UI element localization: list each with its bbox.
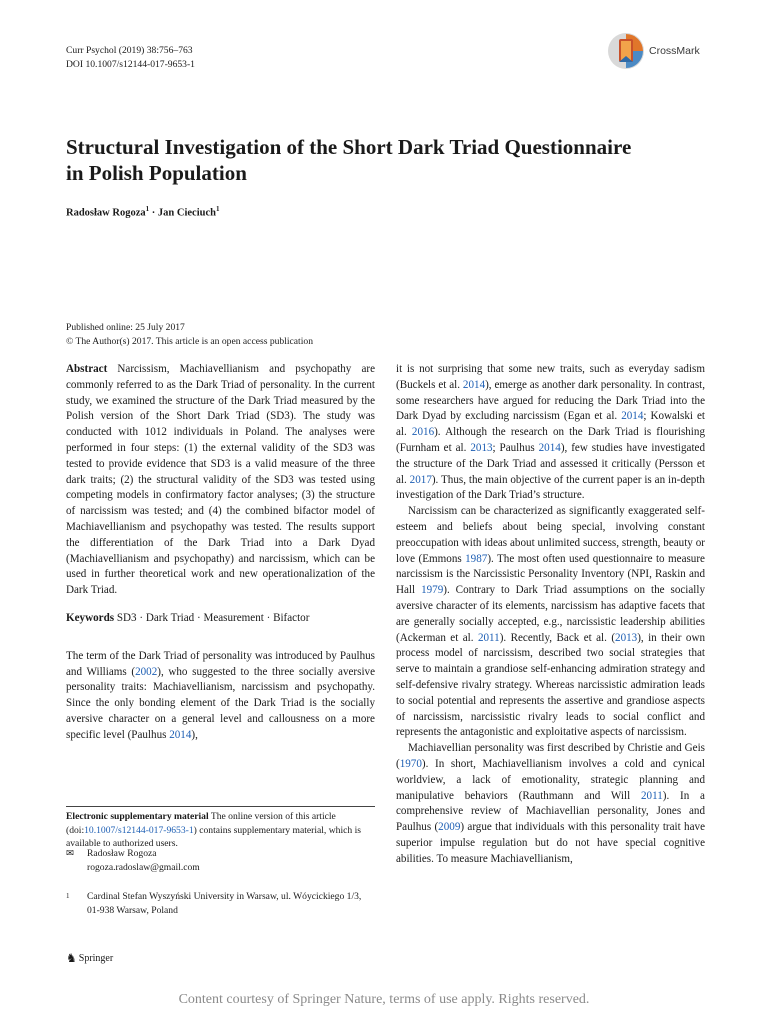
citation-link[interactable]: 2016 <box>411 426 435 439</box>
body-text: it is not surprising that some new traits, such as everyday sadism (Buckels et al. <box>396 363 705 391</box>
author-list <box>66 205 219 219</box>
citation-link[interactable]: 2002 <box>135 665 158 678</box>
left-column <box>66 362 375 744</box>
citation-link[interactable]: 2014 <box>169 728 192 741</box>
affiliation-marker: 1 <box>145 205 150 213</box>
corresponding-author <box>66 847 375 874</box>
springer-horse-icon: ♞ <box>66 951 77 965</box>
citation-link[interactable]: 2011 <box>640 789 663 802</box>
body-text: ; Paulhus <box>492 441 539 454</box>
affiliation-number: 1 <box>66 892 70 900</box>
esm-label: Electronic supplementary material <box>66 811 209 822</box>
article-title <box>66 134 706 186</box>
body-text: ). Although the research on the Dark Triad is flourishing (Furnham et al. <box>396 426 705 454</box>
body-text: ). The most often used questionnaire to measure narcissism is the Narcissistic Personality Inventory (NPI, Raskin and Hall <box>396 552 705 597</box>
intro-paragraph <box>66 649 375 744</box>
doi-link[interactable]: 10.1007/s12144-017-9653-1 <box>84 824 194 836</box>
body-text: ). Thus, the main objective of the current paper is an in-depth investigation of the Dark Triad’s structure. <box>396 473 705 502</box>
affiliation-marker: 1 <box>215 205 220 213</box>
citation-link[interactable]: 2009 <box>438 821 461 834</box>
title-line-1: Structural Investigation of the Short Dark Triad Questionnaire <box>66 135 632 159</box>
abstract <box>66 362 375 599</box>
esm-text: The online version of this article (doi: <box>66 811 336 836</box>
courtesy-footer: Content courtesy of Springer Nature, terms of use apply. Rights reserved. <box>178 992 590 1007</box>
keywords-text: SD3 · Dark Triad · Measurement · Bifactor <box>116 611 310 624</box>
affiliation-text: Cardinal Stefan Wyszyński University in Warsaw, ul. Wóycickiego 1/3, 01-938 Warsaw, Poland <box>87 891 362 916</box>
publication-info <box>66 321 313 348</box>
citation-link[interactable]: 1979 <box>421 584 444 597</box>
esm-text: ) contains supplementary material, which is available to authorized users. <box>66 824 361 849</box>
crossmark-badge[interactable] <box>606 31 700 71</box>
keywords-label: Keywords <box>66 611 115 624</box>
affiliation <box>66 890 375 917</box>
author-name[interactable]: Jan Cieciuch <box>157 207 216 219</box>
body-text: ), emerge as another dark personality. In contrast, some researchers have argued for reducing the Dark Triad into the Dark Dyad by excluding narcissism (Egan et al. <box>396 378 705 423</box>
body-paragraph <box>396 362 705 504</box>
body-text: Machiavellian personality was first described by Christie and Geis ( <box>396 742 705 770</box>
citation-link[interactable]: 1987 <box>465 552 488 565</box>
citation-link[interactable]: 2013 <box>470 441 493 454</box>
body-paragraph <box>396 741 705 867</box>
abstract-text: Narcissism, Machiavellianism and psychopathy are commonly referred to as the Dark Triad of personality. In the current study, we examined the structure of the Dark Triad measured by the Polish version of the Short Dark Triad (SD3). The study was conducted with 1012 individuals in Poland. The analyses were performed in four steps: (1) the external validity of the SD3 was tested to provide evidence that SD3 is a valid measure of the three dark traits; (2) the structural validity of the SD3 was tested using competing models in confirmatory factor analyses; (3) the structure of narcissism was tested; and (4) the combined bifactor model of Machiavellianism and psychopathy was tested. The results support the differentiation of the Dark Triad into a Dark Dyad (Machiavellianism and psychopathy) and narcissism, which can be used in further theoretical work and new operationalization of the Dark Triad. <box>66 363 375 597</box>
body-text: ), few studies have investigated the structure of the Dark Triad and assessed it critically (Persson et al. <box>396 441 706 486</box>
body-text: ). Contrary to Dark Triad assumptions on the socially aversive character of its elements, narcissism has adaptive facets that are generally socially accepted, e.g., narcissistic leadership abilities (Ackerman et al. <box>396 584 706 644</box>
citation-link[interactable]: 2017 <box>409 473 432 486</box>
journal-citation: Curr Psychol (2019) 38:756–763 <box>66 45 193 56</box>
citation-link[interactable]: 2014 <box>538 441 561 454</box>
crossmark-label: CrossMark <box>649 45 700 57</box>
body-text: ), who suggested to the three socially aversive personality traits: Machiavellianism, narcissism and psychopathy. Since the only bonding element of the Dark Triad is the socially aversive character on a general level and callousness on a more specific level (Paulhus <box>66 665 375 741</box>
copyright-notice: © The Author(s) 2017. This article is an open access publication <box>66 335 313 347</box>
published-date: Published online: 25 July 2017 <box>66 322 185 333</box>
citation-link[interactable]: 2013 <box>615 631 638 644</box>
citation-link[interactable]: 1970 <box>399 757 422 770</box>
journal-header <box>66 44 195 72</box>
supplementary-material-note <box>66 806 375 851</box>
publisher-logo <box>66 951 113 966</box>
keywords <box>66 611 375 627</box>
author-separator: · <box>149 207 158 219</box>
contact-block <box>66 847 375 917</box>
abstract-label: Abstract <box>66 363 108 375</box>
title-line-2: in Polish Population <box>66 161 247 185</box>
citation-link[interactable]: 2014 <box>621 410 644 423</box>
doi-line: DOI 10.1007/s12144-017-9653-1 <box>66 59 195 70</box>
citation-link[interactable]: 2014 <box>462 378 486 391</box>
citation-link[interactable]: 2011 <box>477 631 500 644</box>
envelope-icon: ✉ <box>66 848 75 859</box>
body-text: ), <box>191 728 198 741</box>
right-column <box>396 362 705 868</box>
body-text: ). In short, Machiavellianism involves a cold and cynical worldview, a lack of emotionality, strategic planning and manipulative behaviors (Rauthmann and Will <box>396 757 705 802</box>
email-link[interactable]: rogoza.radoslaw@gmail.com <box>87 861 200 873</box>
body-paragraph <box>396 504 705 741</box>
body-text: ), in their own process model of narcissism, described two social strategies that serve to maintain a grandiose self-enhancing admiration strategy and self-defensive rivalry strategy. Whereas narcissistic admiration leads to social potential and represents the assertive and grandiose aspects of narcissism, narcissistic rivalry leads to social conflict and represents the antagonistic and exploitative aspects of narcissism. <box>396 631 705 739</box>
publisher-name: Springer <box>78 953 114 964</box>
body-text: Narcissism can be characterized as significantly exaggerated self-esteem and beliefs about being special, involving constant preoccupation with ideas about unlimited success, strength, beauty or love (Emmons <box>396 505 705 565</box>
author-name[interactable]: Radosław Rogoza <box>66 207 146 219</box>
crossmark-icon <box>606 31 646 71</box>
body-text: ). In a comprehensive review of Machiavellian personality, Jones and Paulhus ( <box>396 789 705 834</box>
body-text: ; Kowalski et al. <box>396 410 705 439</box>
body-text: ) argue that individuals with this personality trait have superior impulse regulation but do not have special cognitive abilities. To measure Machiavellianism, <box>396 821 705 865</box>
corresponding-author-name: Radosław Rogoza <box>87 848 157 859</box>
body-text: ). Recently, Back et al. ( <box>499 631 616 644</box>
body-text: The term of the Dark Triad of personality was introduced by Paulhus and Williams ( <box>66 649 375 678</box>
